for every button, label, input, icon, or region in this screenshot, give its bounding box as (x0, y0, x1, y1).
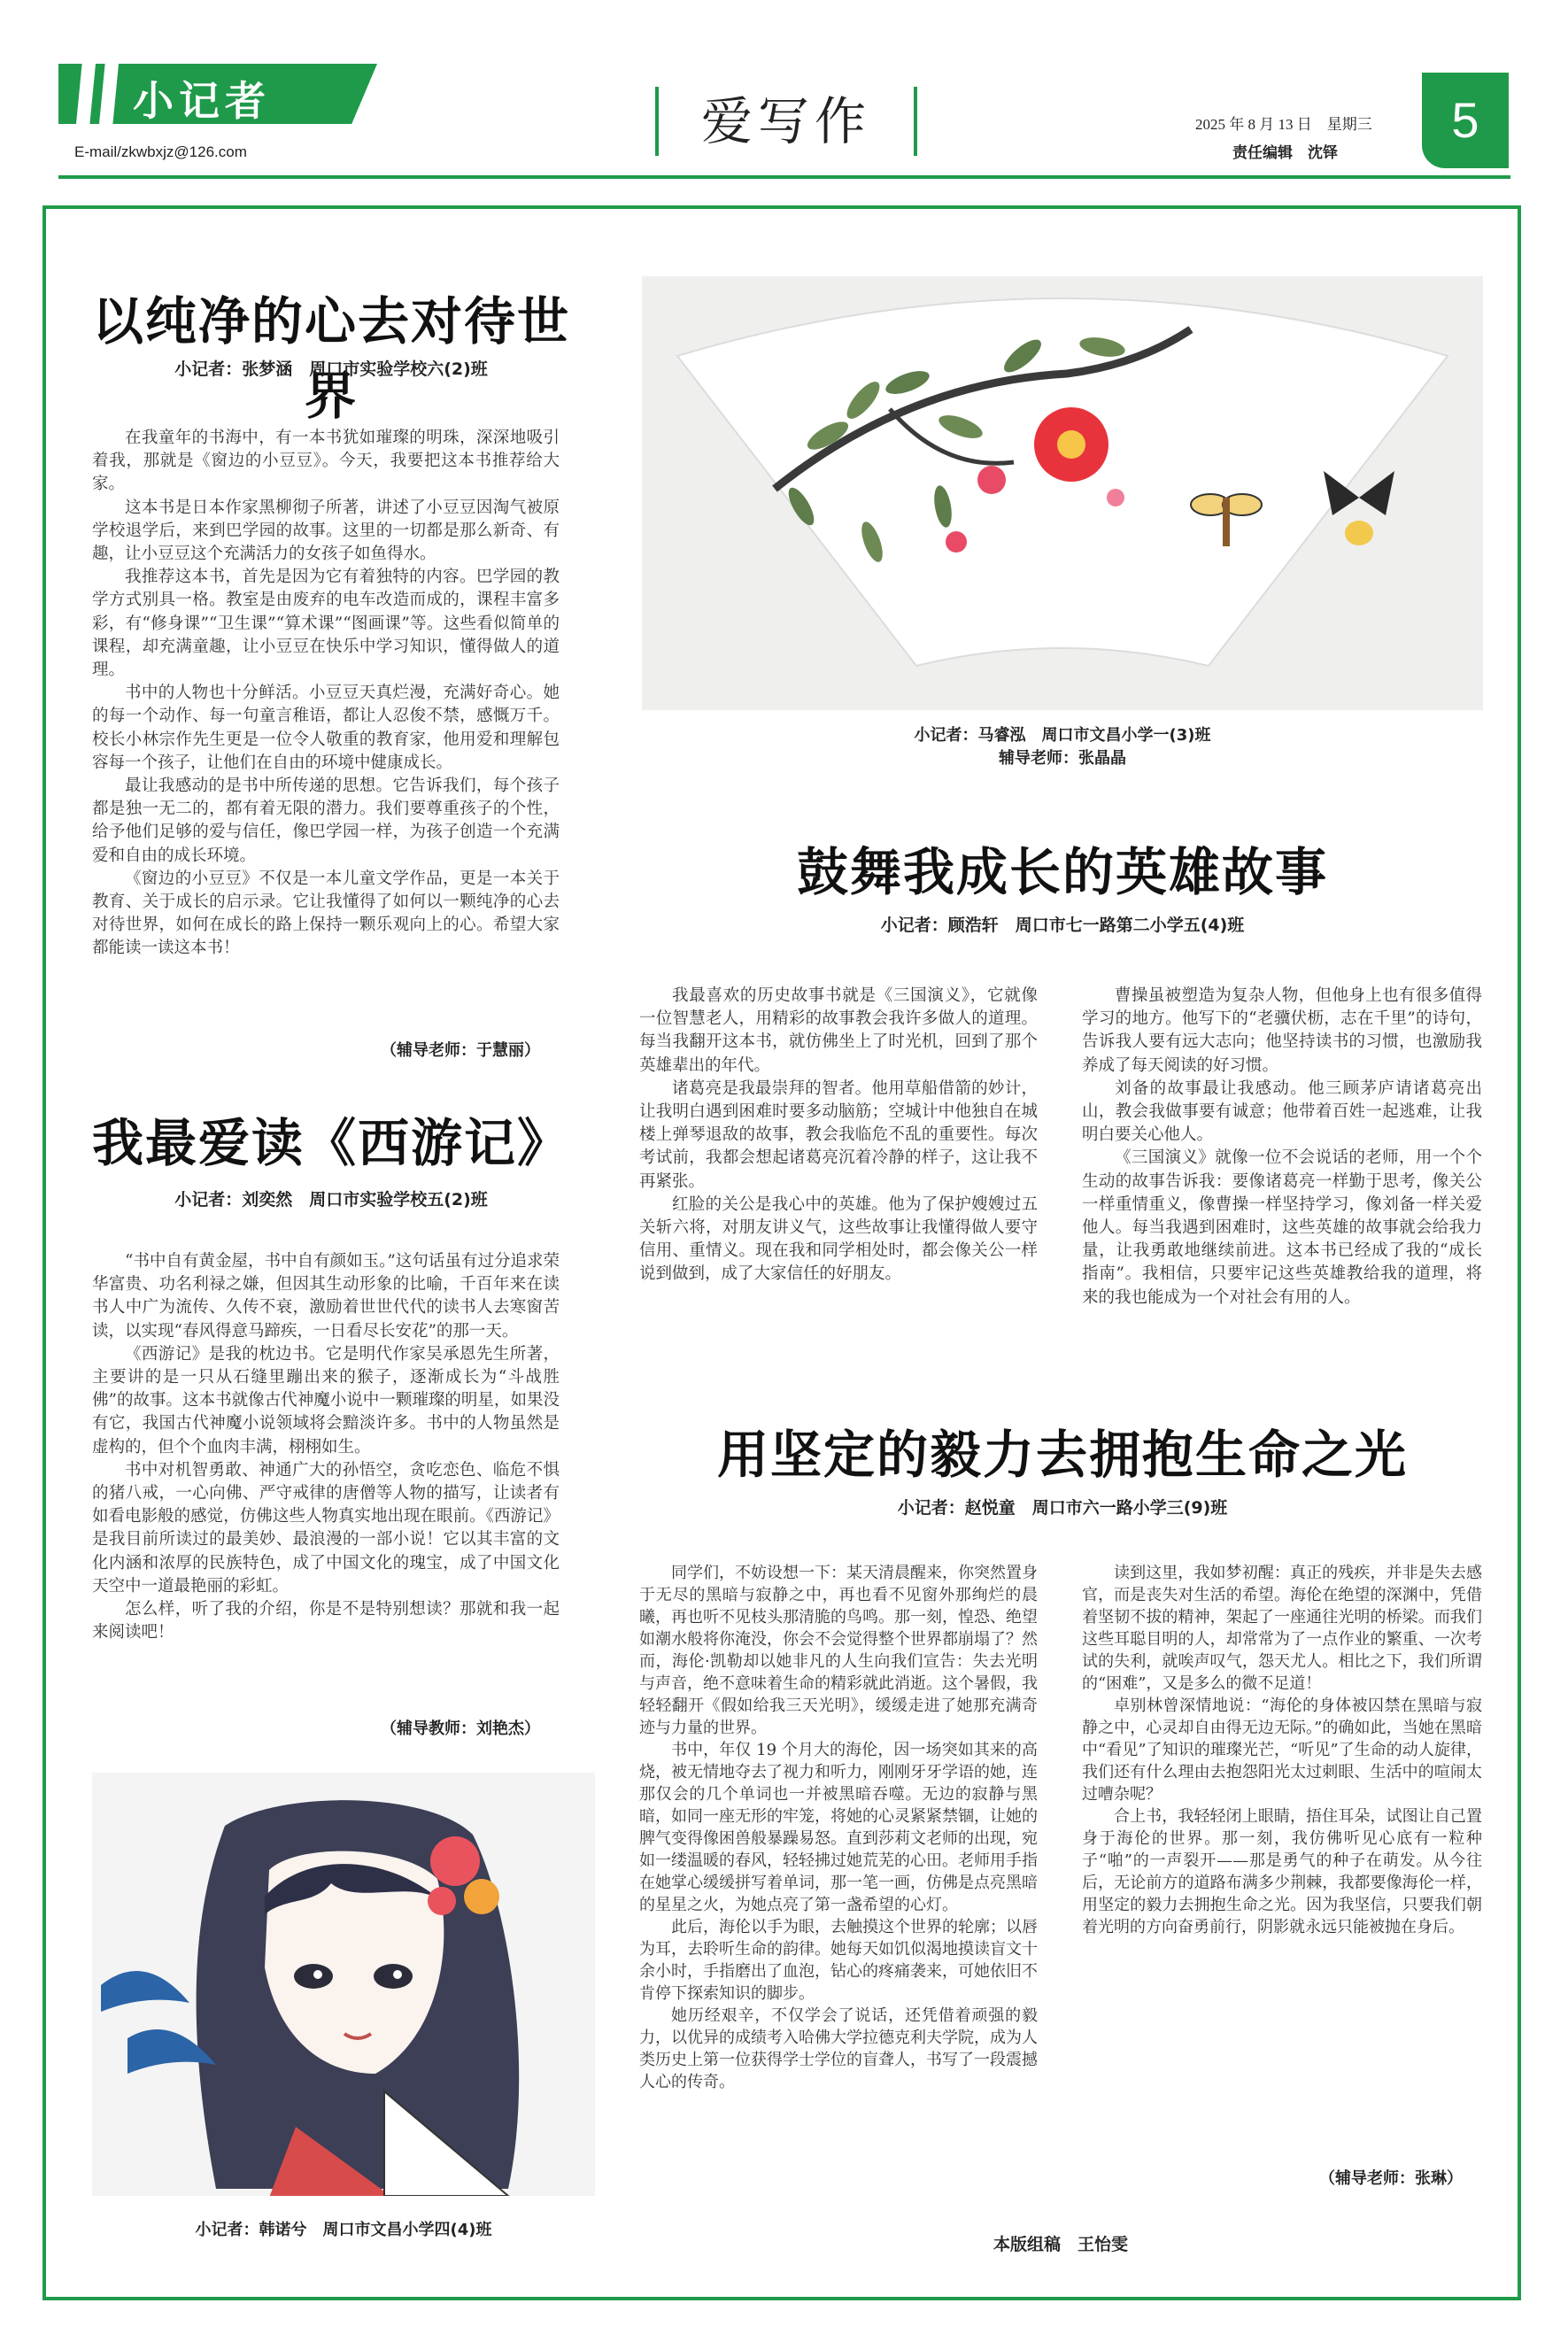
caption-line: 小记者：马睿泓 周口市文昌小学一(3)班 (914, 726, 1211, 745)
illustration-fan (642, 276, 1483, 710)
paragraph: 曹操虽被塑造为复杂人物，但他身上也有很多值得学习的地方。他写下的“老骥伏枥，志在千里”的诗句，告诉我人要有远大志向；他坚持读书的习惯，也激励我养成了每天阅读的好习惯。 (1082, 986, 1482, 1075)
image-caption (642, 724, 1483, 770)
paragraph: 《三国演义》就像一位不会说话的老师，用一个个生动的故事告诉我：要像诸葛亮一样勤于思考，像关公一样重情重义，像曹操一样坚持学习，像刘备一样关爱他人。每当我遇到困难时，这些英雄的故事就会给我力量，让我勇敢地继续前进。这本书已经成了我的“成长指南”。我相信，只要牢记这些英雄教给我的道理，将来的我也能成为一个对社会有用的人。 (1082, 1148, 1482, 1307)
fan-painting (642, 276, 1483, 710)
paragraph: 书中的人物也十分鲜活。小豆豆天真烂漫，充满好奇心。她的每一个动作、每一句童言稚语，都让人忍俊不禁，感慨万千。校长小林宗作先生更是一位令人敬重的教育家，他用爱和理解包容每一个孩子，让他们在自由的环境中健康成长。 (92, 684, 560, 772)
article-byline: 小记者：顾浩轩 周口市七一路第二小学五(4)班 (880, 916, 1245, 935)
article-body (92, 1250, 560, 1644)
teacher-credit: （辅导老师：于慧丽） (381, 1041, 540, 1060)
paragraph: 我最喜欢的历史故事书就是《三国演义》，它就像一位智慧老人，用精彩的故事教会我许多做人的道理。每当我翻开这本书，就仿佛坐上了时光机，回到了那个英雄辈出的年代。 (639, 986, 1038, 1075)
paragraph: 卓别林曾深情地说：“海伦的身体被囚禁在黑暗与寂静之中，心灵却自由得无边无际。”的确如此，当她在黑暗中“看见”了知识的璀璨光芒，“听见”了生命的动人旋律，我们还有什么理由去抱怨阳光太过刺眼、生活中的喧闹太过嘈杂呢？ (1082, 1696, 1482, 1804)
image-caption: 小记者：韩诺兮 周口市文昌小学四(4)班 (195, 2221, 492, 2239)
paragraph: 书中对机智勇敢、神通广大的孙悟空，贪吃恋色、临危不惧的猪八戒，一心向佛、严守戒律的唐僧等人物的描写，让读者有如看电影般的感觉，仿佛这些人物真实地出现在眼前。《西游记》是我目前所读过的最美妙、最浪漫的一部小说！它以其丰富的文化内涵和浓厚的民族特色，成了中国文化的瑰宝，成了中国文化天空中一道最艳丽的彩虹。 (92, 1460, 560, 1596)
paragraph: 读到这里，我如梦初醒：真正的残疾，并非是失去感官，而是丧失对生活的希望。海伦在绝望的深渊中，凭借着坚韧不拔的精神，架起了一座通往光明的桥梁。而我们这些耳聪目明的人，却常常为了一点作业的繁重、一次考试的失利，就唉声叹气，怨天尤人。相比之下，我们所谓的“困难”，又是多么的微不足道！ (1082, 1564, 1482, 1693)
paragraph: 此后，海伦以手为眼，去触摸这个世界的轮廓；以唇为耳，去聆听生命的韵律。她每天如饥似渴地摸读盲文十余小时，手指磨出了血泡，钻心的疼痛袭来，可她依旧不肯停下探索知识的脚步。 (639, 1918, 1038, 2003)
article-title: 我最爱读《西游记》 (92, 1113, 571, 1173)
caption-line: 辅导老师：张晶晶 (999, 749, 1126, 768)
responsible-editor: 责任编辑 沈铎 (1232, 144, 1338, 162)
paragraph: 《西游记》是我的枕边书。它是明代作家吴承恩先生所著，主要讲的是一只从石缝里蹦出来的猴子，逐渐成长为“斗战胜佛”的故事。这本书就像古代神魔小说中一颗璀璨的明星，如果没有它，我国古代神魔小说领域将会黯淡许多。书中的人物虽然是虚构的，但个个血肉丰满，栩栩如生。 (92, 1344, 560, 1457)
header-rule (58, 175, 1510, 179)
paragraph: 合上书，我轻轻闭上眼睛，捂住耳朵，试图让自己置身于海伦的世界。那一刻，我仿佛听见心底有一粒种子“啪”的一声裂开——那是勇气的种子在萌发。从今往后，无论前方的道路布满多少荆棘，我都要像海伦一样，用坚定的毅力去拥抱生命之光。因为我坚信，只要我们朝着光明的方向奋勇前行，阴影就永远只能被抛在身后。 (1082, 1807, 1482, 1936)
paragraph: 同学们，不妨设想一下：某天清晨醒来，你突然置身于无尽的黑暗与寂静之中，再也看不见窗外那绚烂的晨曦，再也听不见枝头那清脆的鸟鸣。那一刻，惶恐、绝望如潮水般将你淹没，你会不会觉得整个世界都崩塌了？然而，海伦·凯勒却以她非凡的人生向我们宣告：失去光明与声音，绝不意味着生命的精彩就此消逝。这个暑假，我轻轻翻开《假如给我三天光明》，缓缓走进了她那充满奇迹与力量的世界。 (639, 1564, 1038, 1737)
girl-drawing (92, 1773, 595, 2196)
paragraph: 《窗边的小豆豆》不仅是一本儿童文学作品，更是一本关于教育、关于成长的启示录。它让我懂得了如何以一颗纯净的心去对待世界，如何在成长的路上保持一颗乐观向上的心。希望大家都能读一读这本书！ (92, 869, 560, 958)
paragraph: “书中自有黄金屋，书中自有颜如玉。”这句话虽有过分追求荣华富贵、功名利禄之嫌，但因其生动形象的比喻，千百年来在读书人中广为流传、久传不衰，激励着世世代代的读书人去寒窗苦读，以实现“春风得意马蹄疾，一日看尽长安花”的那一天。 (92, 1252, 560, 1341)
section-title: 爱写作 (655, 87, 917, 156)
illustration-girl (92, 1773, 595, 2196)
paragraph: 红脸的关公是我心中的英雄。他为了保护嫂嫂过五关斩六将，对朋友讲义气，这些故事让我懂得做人要守信用、重情义。现在我和同学相处时，都会像关公一样说到做到，成了大家信任的好朋友。 (639, 1194, 1038, 1284)
page-number: 5 (1422, 73, 1509, 168)
article-byline: 小记者：张梦涵 周口市实验学校六(2)班 (174, 359, 488, 379)
page-credit: 本版组稿 王怡雯 (993, 2235, 1129, 2254)
contact-email[interactable]: E-mail/zkwbxjz@126.com (74, 143, 247, 160)
brand-name: 小记者 (133, 77, 271, 125)
paragraph: 在我童年的书海中，有一本书犹如璀璨的明珠，深深地吸引着我，那就是《窗边的小豆豆》。今天，我要把这本书推荐给大家。 (92, 429, 560, 494)
paragraph: 我推荐这本书，首先是因为它有着独特的内容。巴学园的教学方式别具一格。教室是由废弃的电车改造而成的，课程丰富多彩，有“修身课”“卫生课”“算术课”“图画课”等。这些看似简单的课程，却充满童趣，让小豆豆在快乐中学习知识，懂得做人的道理。 (92, 568, 560, 680)
paragraph: 她历经艰辛，不仅学会了说话，还凭借着顽强的毅力，以优异的成绩考入哈佛大学拉德克利夫学院，成为人类历史上第一位获得学士学位的盲聋人，书写了一段震撼人心的传奇。 (639, 2006, 1038, 2091)
dateline: 2025 年 8 月 13 日 星期三 (1195, 116, 1372, 133)
article-body (92, 427, 560, 961)
article-body-col2 (1082, 1562, 1482, 1938)
article-title: 以纯净的心去对待世界 (92, 291, 571, 426)
paragraph: 诸葛亮是我最崇拜的智者。他用草船借箭的妙计，让我明白遇到困难时要多动脑筋；空城计中他独自在城楼上弹琴退敌的故事，教会我临危不乱的重要性。每次考试前，我都会想起诸葛亮沉着冷静的样子，这让我不再紧张。 (639, 1078, 1038, 1191)
article-body-col2 (1082, 985, 1482, 1310)
article-byline: 小记者：刘奕然 周口市实验学校五(2)班 (174, 1190, 488, 1210)
paragraph: 这本书是日本作家黑柳彻子所著，讲述了小豆豆因淘气被原学校退学后，来到巴学园的故事。这里的一切都是那么新奇、有趣，让小豆豆这个充满活力的女孩子如鱼得水。 (92, 498, 560, 564)
article-body-col1 (639, 985, 1038, 1287)
teacher-credit: （辅导老师：张琳） (1319, 2169, 1463, 2188)
paragraph: 最让我感动的是书中所传递的思想。它告诉我们，每个孩子都是独一无二的，都有着无限的潜力。我们要尊重孩子的个性，给予他们足够的爱与信任，像巴学园一样，为孩子创造一个充满爱和自由的成长环境。 (92, 777, 560, 865)
paragraph: 书中，年仅 19 个月大的海伦，因一场突如其来的高烧，被无情地夺去了视力和听力，刚刚牙牙学语的她，连那仅会的几个单词也一并被黑暗吞噬。无边的寂静与黑暗，如同一座无形的牢笼，将她的心灵紧紧禁锢，让她的脾气变得像困兽般暴躁易怒。直到莎莉文老师的出现，宛如一缕温暖的春风，轻轻拂过她荒芜的心田。老师用手指在她掌心缓缓拼写着单词，那一笔一画，仿佛是点亮黑暗的星星之火，为她点亮了第一盏希望的心灯。 (639, 1741, 1038, 1914)
teacher-credit: （辅导教师：刘艳杰） (381, 1720, 540, 1738)
article-title: 鼓舞我成长的英雄故事 (796, 842, 1328, 902)
paragraph: 怎么样，听了我的介绍，你是不是特别想读？那就和我一起来阅读吧！ (92, 1600, 560, 1642)
article-body-col1 (639, 1562, 1038, 2093)
paragraph: 刘备的故事最让我感动。他三顾茅庐请诸葛亮出山，教会我做事要有诚意；他带着百姓一起逃难，让我明白要关心他人。 (1082, 1078, 1482, 1145)
article-byline: 小记者：赵悦童 周口市六一路小学三(9)班 (897, 1498, 1228, 1518)
article-title: 用坚定的毅力去拥抱生命之光 (716, 1425, 1408, 1485)
